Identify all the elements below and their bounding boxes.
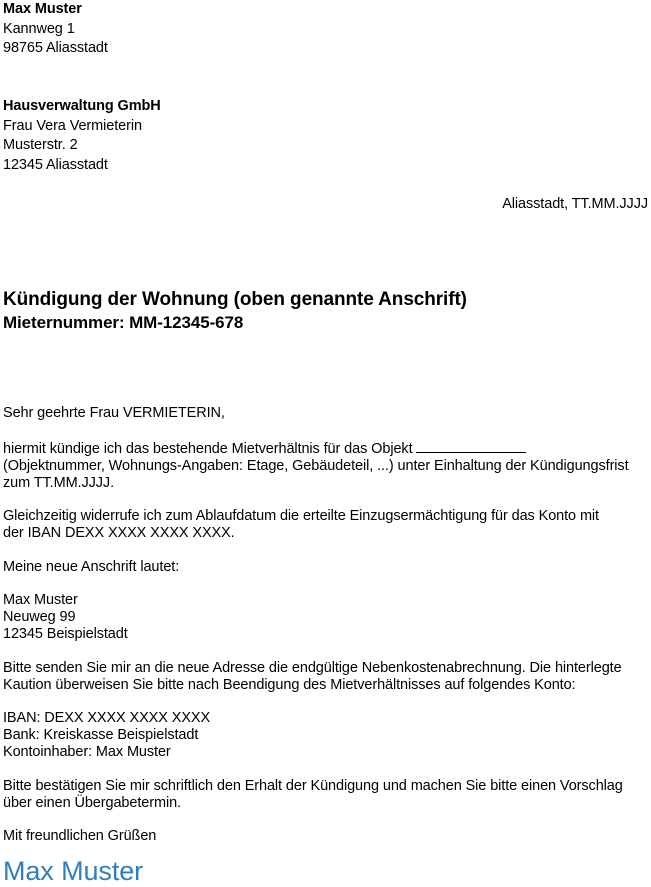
sender-address <box>3 0 108 59</box>
recipient-company: Hausverwaltung GmbH <box>3 98 161 114</box>
subject-title: Kündigung der Wohnung (oben genannte Anschrift) <box>3 289 467 310</box>
paragraph-confirmation <box>3 778 648 812</box>
paragraph-line <box>3 439 648 458</box>
salutation-text: Sehr geehrte Frau VERMIETERIN, <box>3 405 225 421</box>
recipient-address <box>3 97 161 175</box>
paragraph-revocation <box>3 508 648 542</box>
subject-block <box>3 288 467 334</box>
paragraph-line: Meine neue Anschrift lautet: <box>3 558 180 575</box>
bank-iban: IBAN: DEXX XXXX XXXX XXXX <box>3 710 211 726</box>
paragraph-line: zum TT.MM.JJJJ. <box>3 474 115 491</box>
paragraph-line: Bitte bestätigen Sie mir schriftlich den Erhalt der Kündigung und machen Sie bitte einen Vorschlag <box>3 777 623 794</box>
sender-street: Kannweg 1 <box>3 20 75 37</box>
paragraph-text: hiermit kündige ich das bestehende Mietverhältnis für das Objekt <box>3 440 413 457</box>
closing <box>3 828 648 845</box>
paragraph-line: Bitte senden Sie mir an die neue Adresse die endgültige Nebenkostenabrechnung. Die hinterlegte <box>3 659 622 676</box>
date-line: Aliasstadt, TT.MM.JJJJ <box>502 196 648 212</box>
paragraph-line: (Objektnummer, Wohnungs-Angaben: Etage, Gebäudeteil, ...) unter Einhaltung der Kündigungsfrist <box>3 457 629 474</box>
bank-name: Bank: Kreiskasse Beispielstadt <box>3 727 199 743</box>
tenant-number: Mieternummer: MM-12345-678 <box>3 313 244 332</box>
new-address-street: Neuweg 99 <box>3 609 76 625</box>
recipient-contact: Frau Vera Vermieterin <box>3 117 142 134</box>
paragraph-new-address-intro <box>3 559 648 576</box>
paragraph-line: Gleichzeitig widerrufe ich zum Ablaufdatum die erteilte Einzugsermächtigung für das Konto mit <box>3 508 599 524</box>
new-address <box>3 592 648 643</box>
bank-details <box>3 710 648 761</box>
sender-name: Max Muster <box>3 1 82 17</box>
salutation <box>3 405 648 422</box>
paragraph-line: über einen Übergabetermin. <box>3 794 181 811</box>
new-address-city: 12345 Beispielstadt <box>3 626 128 642</box>
recipient-city: 12345 Aliasstadt <box>3 156 108 173</box>
sender-city: 98765 Aliasstadt <box>3 40 108 56</box>
paragraph-line: der IBAN DEXX XXXX XXXX XXXX. <box>3 525 235 541</box>
bank-holder: Kontoinhaber: Max Muster <box>3 744 171 760</box>
blank-line <box>416 439 526 453</box>
recipient-street: Musterstr. 2 <box>3 137 78 153</box>
signature: Max Muster <box>3 856 144 886</box>
letter-body <box>3 405 648 862</box>
closing-text: Mit freundlichen Grüßen <box>3 828 157 844</box>
paragraph-termination <box>3 439 648 492</box>
new-address-name: Max Muster <box>3 592 78 608</box>
paragraph-line: Kaution überweisen Sie bitte nach Beendigung des Mietverhältnisses auf folgendes Konto: <box>3 676 576 693</box>
paragraph-deposit <box>3 660 648 694</box>
